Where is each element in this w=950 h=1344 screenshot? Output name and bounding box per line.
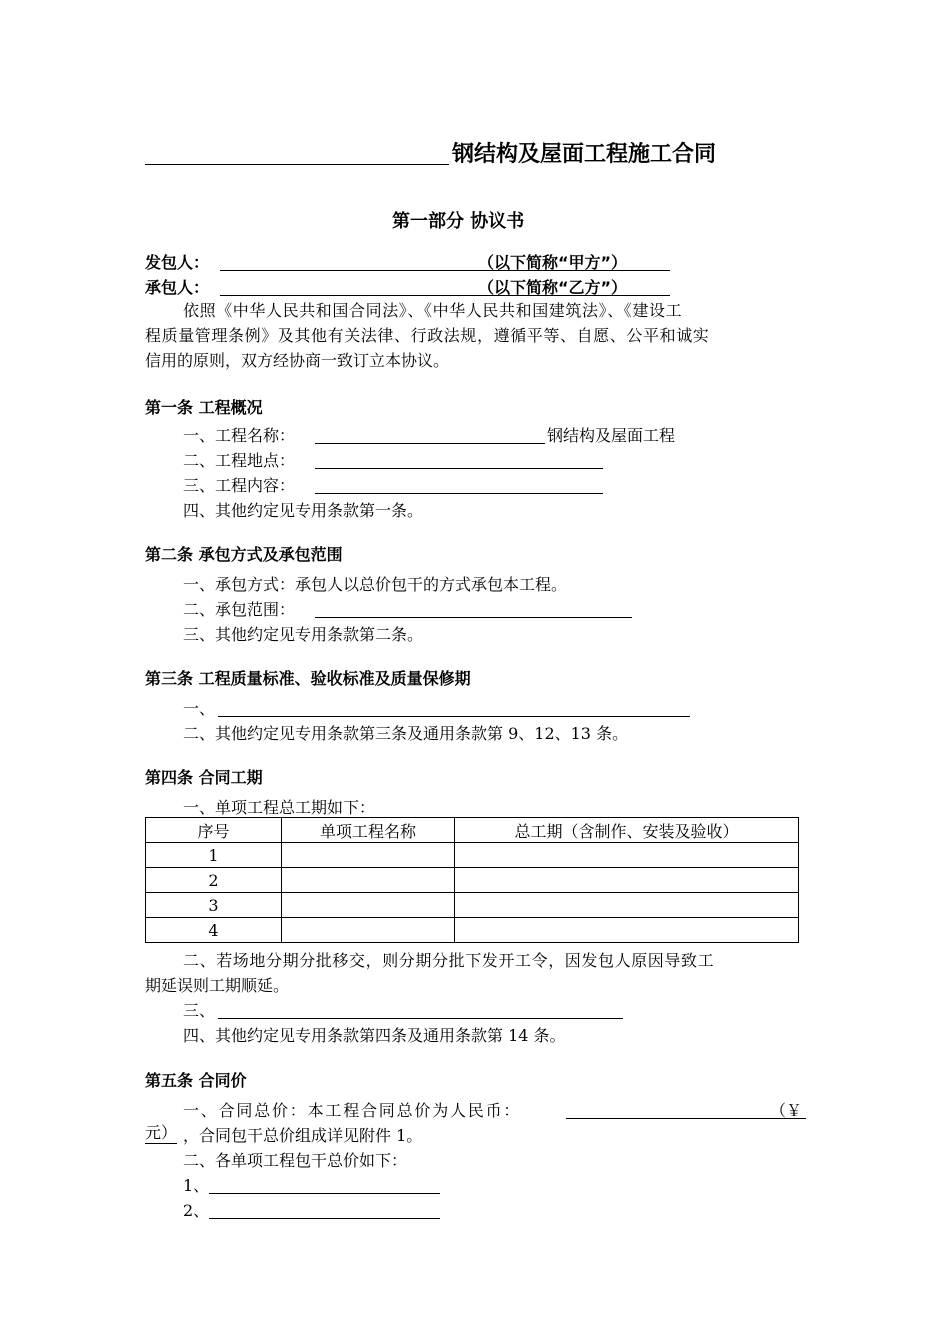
table-row xyxy=(146,843,799,868)
article-1-item-1-label: 一、工程名称： xyxy=(183,426,296,445)
yuan-label: 元） xyxy=(145,1123,178,1142)
table-cell-duration[interactable] xyxy=(455,918,799,943)
schedule-table xyxy=(145,817,799,943)
table-cell-project-name[interactable] xyxy=(282,843,455,868)
table-cell-no: 3 xyxy=(146,893,282,918)
article-4-item-1: 一、单项工程总工期如下： xyxy=(183,798,376,817)
intro-line-1: 依照《中华人民共和国合同法》、《中华人民共和国建筑法》、《建设工 xyxy=(183,301,683,320)
table-header-project-name: 单项工程名称 xyxy=(282,818,455,843)
party-b-label: 承包人： xyxy=(145,278,210,297)
party-a-suffix: （以下简称“甲方”） xyxy=(478,253,628,272)
table-row xyxy=(146,868,799,893)
table-row xyxy=(146,893,799,918)
table-cell-project-name[interactable] xyxy=(282,893,455,918)
document-title: 钢结构及屋面工程施工合同 xyxy=(452,142,717,167)
table-cell-duration[interactable] xyxy=(455,843,799,868)
article-5-item-1-line-1: 一、合同总价：本工程合同总价为人民币： xyxy=(183,1101,522,1120)
project-location-blank xyxy=(315,450,603,469)
article-1-item-3-label: 三、工程内容： xyxy=(183,476,296,495)
sub-item-1-label: 1、 xyxy=(183,1176,210,1195)
article-2-heading: 第二条 承包方式及承包范围 xyxy=(145,545,343,564)
table-cell-no: 2 xyxy=(146,868,282,893)
sub-item-1-blank xyxy=(209,1175,440,1194)
intro-line-3: 信用的原则，双方经协商一致订立本协议。 xyxy=(145,351,450,370)
part-title: 第一部分 协议书 xyxy=(392,211,525,232)
article-5-heading: 第五条 合同价 xyxy=(145,1071,247,1090)
article-4-item-3-label: 三、 xyxy=(183,1001,216,1020)
table-header-no: 序号 xyxy=(146,818,282,843)
project-content-blank xyxy=(315,475,603,494)
table-cell-project-name[interactable] xyxy=(282,868,455,893)
article-4-heading: 第四条 合同工期 xyxy=(145,768,263,787)
article-2-item-2-label: 二、承包范围： xyxy=(183,600,296,619)
article-4-item-3-blank xyxy=(218,1000,623,1019)
sub-item-2-label: 2、 xyxy=(183,1201,210,1220)
article-3-item-2: 二、其他约定见专用条款第三条及通用条款第 9、12、13 条。 xyxy=(183,724,629,743)
article-2-item-3: 三、其他约定见专用条款第二条。 xyxy=(183,625,424,644)
table-header-duration: 总工期（含制作、安装及验收） xyxy=(455,818,799,843)
table-cell-project-name[interactable] xyxy=(282,918,455,943)
article-4-item-4: 四、其他约定见专用条款第四条及通用条款第 14 条。 xyxy=(183,1026,566,1045)
table-cell-duration[interactable] xyxy=(455,868,799,893)
article-1-item-4: 四、其他约定见专用条款第一条。 xyxy=(183,501,424,520)
intro-line-2: 程质量管理条例》及其他有关法律、行政法规，遵循平等、自愿、公平和诚实 xyxy=(145,326,710,345)
table-row xyxy=(146,918,799,943)
table-header-row xyxy=(146,818,799,843)
article-3-item-1-label: 一、 xyxy=(183,699,216,718)
article-2-item-1: 一、承包方式：承包人以总价包干的方式承包本工程。 xyxy=(183,575,568,594)
project-name-blank xyxy=(315,425,545,444)
table-cell-no: 4 xyxy=(146,918,282,943)
article-1-heading: 第一条 工程概况 xyxy=(145,398,263,417)
article-1-item-1-suffix: 钢结构及屋面工程 xyxy=(547,426,676,445)
article-1-item-2-label: 二、工程地点： xyxy=(183,451,296,470)
title-blank-line xyxy=(145,142,449,165)
article-3-heading: 第三条 工程质量标准、验收标准及质量保修期 xyxy=(145,669,471,688)
sub-item-2-blank xyxy=(209,1200,440,1219)
article-5-item-2: 二、各单项工程包干总价如下： xyxy=(183,1151,408,1170)
table-cell-duration[interactable] xyxy=(455,893,799,918)
party-b-suffix: （以下简称“乙方”） xyxy=(478,278,628,297)
quality-standard-blank xyxy=(218,698,690,717)
contract-scope-blank xyxy=(315,599,632,618)
article-4-item-2-line-1: 二、若场地分期分批移交，则分期分批下发开工令，因发包人原因导致工 xyxy=(183,951,715,970)
article-4-item-2-line-2: 期延误则工期顺延。 xyxy=(145,976,290,995)
article-5-item-1-line-2: ，合同包干总价组成详见附件 1。 xyxy=(183,1126,423,1145)
table-cell-no: 1 xyxy=(146,843,282,868)
yen-label: （￥ xyxy=(770,1101,803,1120)
party-a-label: 发包人： xyxy=(145,253,210,272)
